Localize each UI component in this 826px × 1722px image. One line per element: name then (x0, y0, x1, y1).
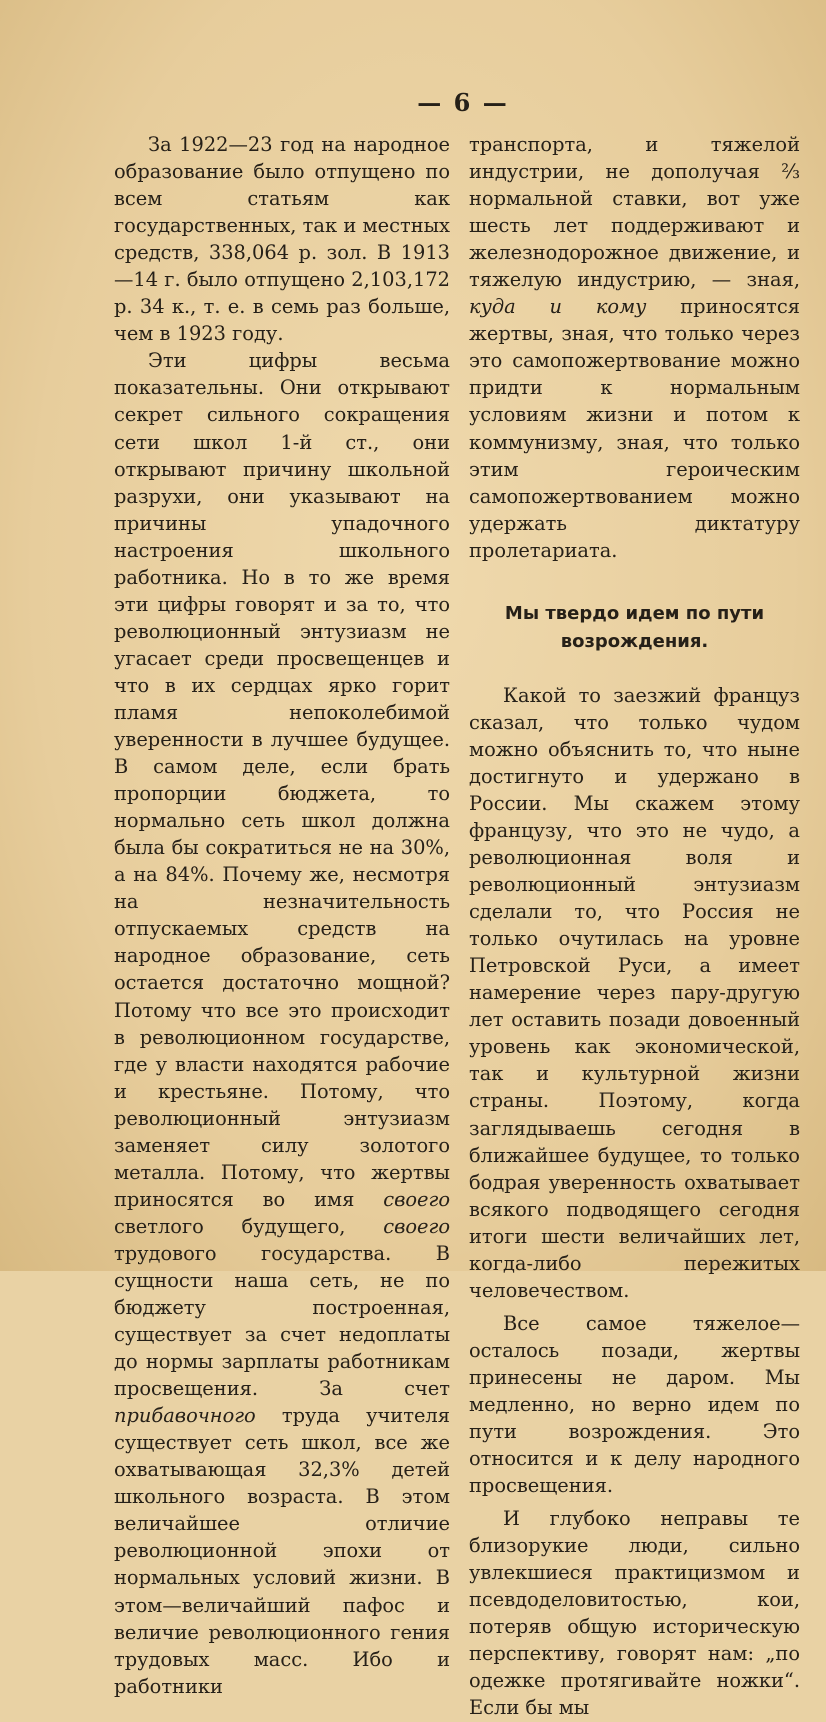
page-number: — 6 — (417, 88, 509, 117)
text-run: транспорта, и тяжелой индустрии, не дополучая ⅔ нормальной ставки, вот уже шесть лет поддерживают и железнодорожное движение, и тяжелую индустрию, — зная, (469, 133, 800, 292)
section-heading: Мы твердо идем по пути возрождения. (504, 602, 765, 652)
text-run: Эти цифры весьма показательны. Они открывают секрет сильного сокращения сети школ 1-й ст., они открывают причину школьной разрухи, они указывают на причины упадочного настроения школьного работника. Но в то же время эти цифры говорят и за то, что революционный энтузиазм не угасает среди просвещенцев и что в их сердцах ярко горит пламя непоколебимой уверенности в лучшее будущее. В самом деле, если брать пропорции бюджета, то нормально сеть школ должна была бы сократиться не на 30%, а на 84%. Почему же, несмотря на незначительность отпускаемых средств на народное образование, сеть остается достаточно мощной? Потому что все это происходит в революционном государстве, где у власти находятся рабочие и крестьяне. Потому, что революционный энтузиазм заменяет силу золотого металла. Потому, что жертвы приносятся во имя (114, 349, 450, 1211)
right-column (469, 131, 800, 1722)
italic-word: прибавочного (114, 1404, 256, 1428)
paragraph-continuation (469, 131, 800, 564)
text-run: приносятся жертвы, зная, что только через это самопожертвование можно придти к нормальным условиям жизни и потом к коммунизму, зная, что только этим героическим самопожертвованием можно удержать диктатуру пролетариата. (469, 295, 801, 562)
paragraph-shortsighted-people: И глубоко неправы те близорукие люди, сильно увлекшиеся практицизмом и псевдоделовитостью, кои, потеряв общую историческую перспективу, говорят нам: „по одежке протягивайте ножки“. Если бы мы (469, 1507, 800, 1720)
paragraph-revolutionary-enthusiasm (114, 347, 450, 1699)
left-column (114, 131, 450, 1700)
italic-phrase: куда и кому (469, 295, 647, 319)
italic-word: своего (383, 1187, 450, 1211)
paragraph-french-visitor: Какой то заезжий француз сказал, что только чудом можно объяснить то, что ныне достигнуто и удержано в России. Мы скажем этому французу, что это не чудо, а революционная воля и революционный энтузиазм сделали то, что Россия не только очутилась на уровне Петровской Руси, а имеет намерение через пару-другую лет оставить позади довоенный уровень как экономической, так и культурной жизни страны. Поэтому, когда заглядываешь сегодня в ближайшее будущее, то только бодрая уверенность охватывает всякого подводящего сегодня итоги шести величайших лет, когда-либо пережитых человечеством. (469, 683, 800, 1302)
text-run: светлого будущего, (114, 1214, 384, 1238)
text-run: труда учителя существует сеть школ, все же охватывающая 32,3% детей школьного возраста. В этом величайшее отличие революционной эпохи от нормальных условий жизни. В этом—величайший пафос и величие революционного гения трудовых масс. Ибо и работники (114, 1404, 450, 1698)
paragraph-hardest-behind: Все самое тяжелое—осталось позади, жертвы принесены не даром. Мы медленно, но верно идем по пути возрождения. Это относится и к делу народного просвещения. (469, 1311, 800, 1498)
paragraph-budget-figures: За 1922—23 год на народное образование было отпущено по всем статьям как государственных, так и местных средств, 338,064 р. зол. В 1913—14 г. было отпущено 2,103,172 р. 34 к., т. е. в семь раз больше, чем в 1923 году. (114, 133, 450, 346)
text-run: трудового государства. В сущности наша сеть, не по бюджету построенная, существует за счет недоплаты до нормы зарплаты работникам просвещения. За счет (114, 1241, 450, 1401)
italic-word: своего (383, 1214, 450, 1238)
